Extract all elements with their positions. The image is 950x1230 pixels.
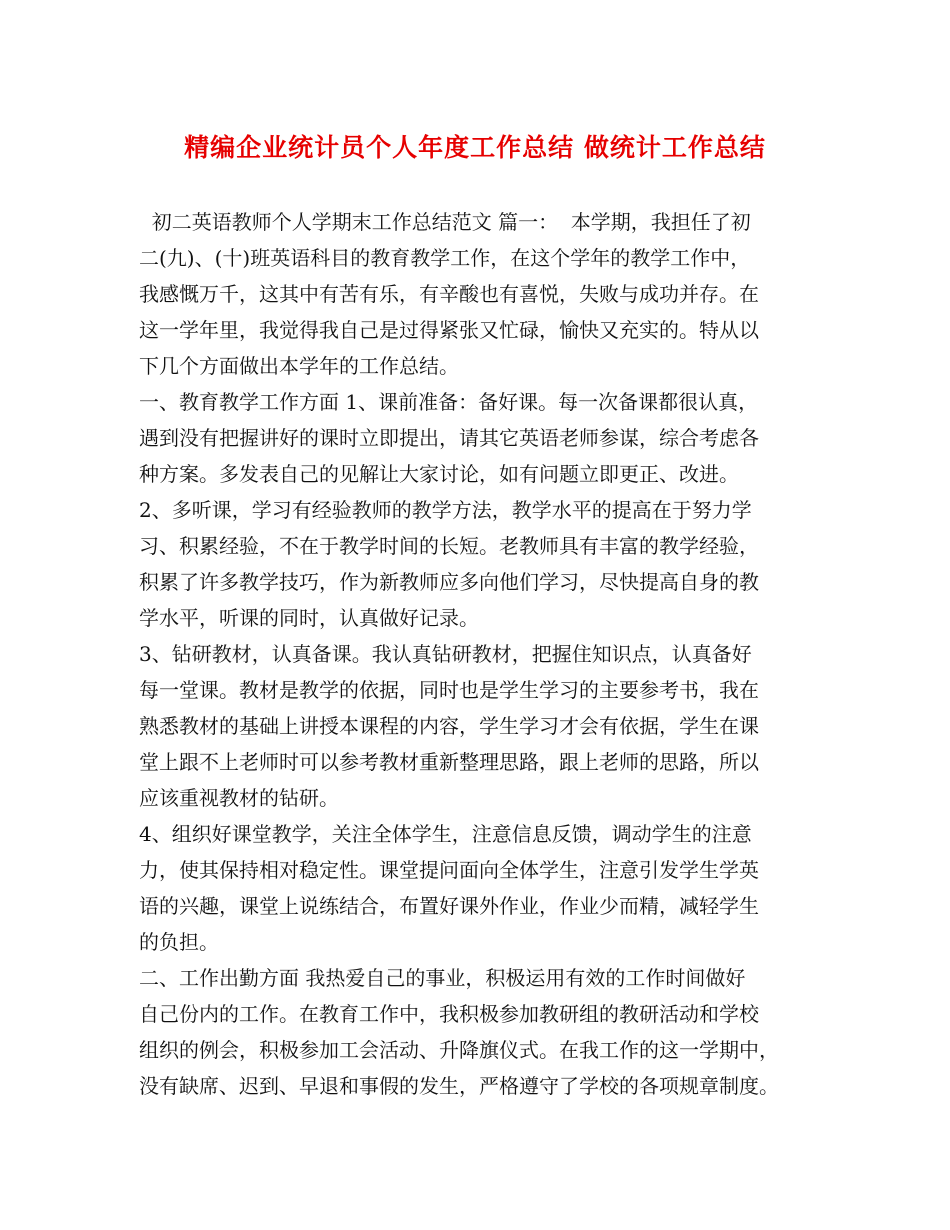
text-line: 初二英语教师个人学期末工作总结范文 篇一： 本学期，我担任了初 [139,210,751,234]
text-line: 种方案。多发表自己的见解让大家讨论，如有问题立即更正、改进。 [139,462,739,486]
text-line: 4、组织好课堂教学，关注全体学生，注意信息反馈，调动学生的注意 [139,822,752,846]
text-line: 一、教育教学工作方面 1、课前准备：备好课。每一次备课都很认真， [139,390,759,414]
page-title: 精编企业统计员个人年度工作总结 做统计工作总结 [184,133,766,162]
text-line: 没有缺席、迟到、早退和事假的发生，严格遵守了学校的各项规章制度。 [139,1074,779,1098]
text-line: 这一学年里，我觉得我自己是过得紧张又忙碌，愉快又充实的。特从以 [139,318,759,342]
text-line: 应该重视教材的钻研。 [139,786,339,810]
text-line: 积累了许多教学技巧，作为新教师应多向他们学习，尽快提高自身的教 [139,570,759,594]
text-line: 熟悉教材的基础上讲授本课程的内容，学生学习才会有依据，学生在课 [139,714,759,738]
text-line: 力，使其保持相对稳定性。课堂提问面向全体学生，注意引发学生学英 [139,858,759,882]
text-line: 二、工作出勤方面 我热爱自己的事业，积极运用有效的工作时间做好 [139,966,746,990]
body-text [139,204,829,1104]
text-line: 堂上跟不上老师时可以参考教材重新整理思路，跟上老师的思路，所以 [139,750,759,774]
text-line: 的负担。 [139,930,219,954]
text-line: 学水平，听课的同时，认真做好记录。 [139,606,479,630]
text-line: 遇到没有把握讲好的课时立即提出，请其它英语老师参谋，综合考虑各 [139,426,759,450]
text-line: 语的兴趣，课堂上说练结合，布置好课外作业，作业少而精，减轻学生 [139,894,759,918]
text-line: 二(九)、(十)班英语科目的教育教学工作，在这个学年的教学工作中， [139,246,751,270]
text-line: 3、钻研教材，认真备课。我认真钻研教材，把握住知识点，认真备好 [139,642,752,666]
text-line: 每一堂课。教材是教学的依据，同时也是学生学习的主要参考书，我在 [139,678,759,702]
text-line: 习、积累经验，不在于教学时间的长短。老教师具有丰富的教学经验， [139,534,759,558]
text-line: 下几个方面做出本学年的工作总结。 [139,354,459,378]
text-line: 组织的例会，积极参加工会活动、升降旗仪式。在我工作的这一学期中， [139,1038,779,1062]
text-line: 我感慨万千，这其中有苦有乐，有辛酸也有喜悦，失败与成功并存。在 [139,282,759,306]
text-line: 2、多听课，学习有经验教师的教学方法，教学水平的提高在于努力学 [139,498,752,522]
text-line: 自己份内的工作。在教育工作中，我积极参加教研组的教研活动和学校 [139,1002,759,1026]
